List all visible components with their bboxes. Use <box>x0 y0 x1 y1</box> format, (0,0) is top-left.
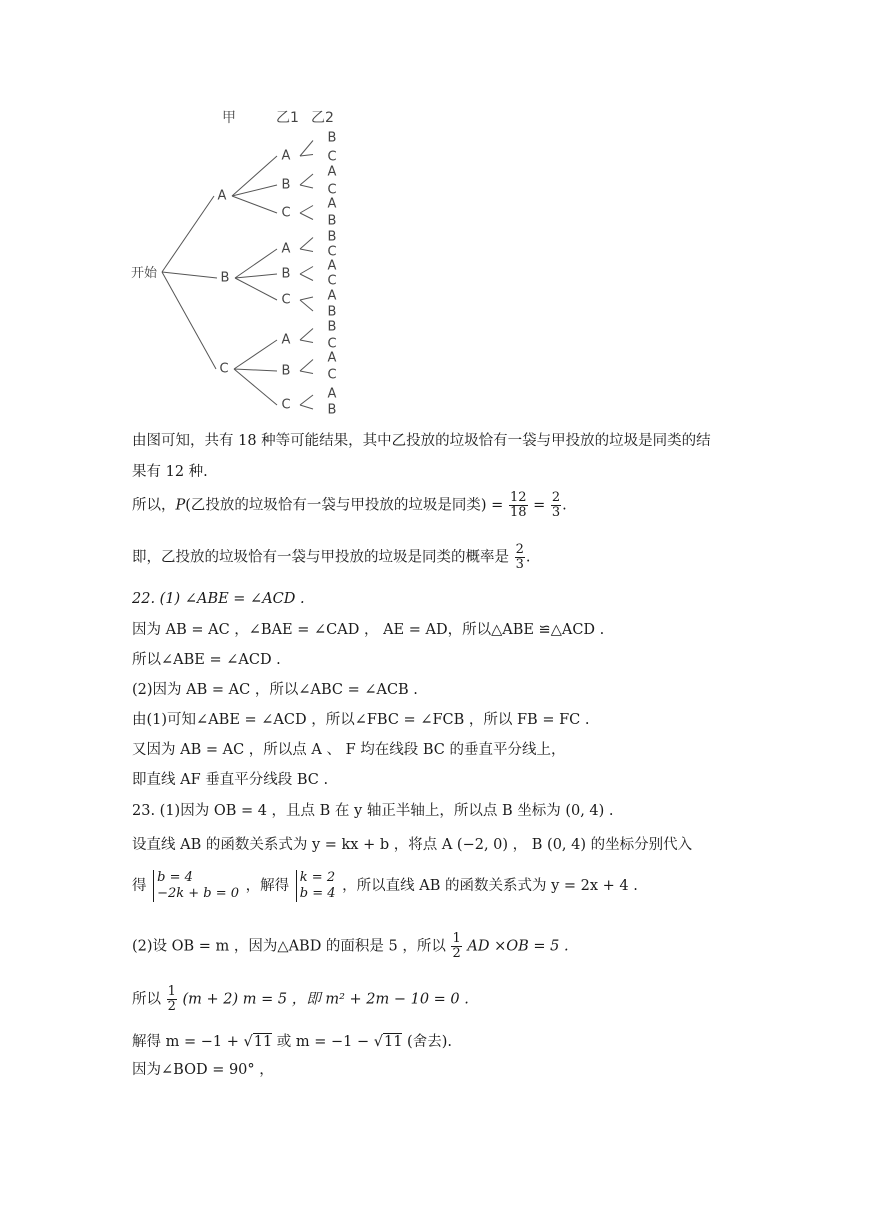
tree-branch-level3 <box>300 329 313 341</box>
q23-line-4: (2)设 OB = m ，因为△ABD 的面积是 5 ，所以 $\frac{1}{2}$ AD ×OB = 5 . <box>132 931 569 961</box>
tree-branch-level2 <box>235 278 277 300</box>
q23-line-6: 解得 m = −1 + √11 或 m = −1 − √11 (舍去). <box>132 1034 452 1050</box>
tree-header-jia: 甲 <box>222 110 236 126</box>
q23-line-1: 23. (1)因为 OB = 4 ，且点 B 在 y 轴正半轴上，所以点 B 坐标为 (0, 4) . <box>132 803 614 819</box>
tree-node-level2: B <box>281 177 291 193</box>
q22-line-1: 22. (1) ∠ABE = ∠ACD . <box>132 591 305 607</box>
tree-branch-level3 <box>300 155 313 157</box>
q23-line-2: 设直线 AB 的函数关系式为 y = kx + b ，将点 A (−2, 0) ， B (0, 4) 的坐标分别代入 <box>132 837 693 853</box>
tree-node-level3: A <box>327 258 337 274</box>
tree-node-level2: B <box>281 363 291 379</box>
tree-branch-level3 <box>300 395 313 405</box>
paragraph-probability: 所以，P(乙投放的垃圾恰有一袋与甲投放的垃圾是同类) = $\frac{12}{18}$ = $\frac{2}{3}$ . <box>132 490 567 520</box>
tree-branch-level3 <box>300 213 313 220</box>
tree-branch-level1 <box>162 272 217 278</box>
tree-node-level3: B <box>327 319 337 335</box>
fraction-2-3: $\frac{2}{3}$ <box>551 490 561 520</box>
tree-branch-level3 <box>300 141 313 157</box>
tree-node-level2: A <box>281 148 291 164</box>
tree-branch-level3 <box>300 274 313 281</box>
tree-branch-level1 <box>162 272 216 369</box>
tree-branch-level3 <box>300 300 313 311</box>
tree-branch-level3 <box>300 371 313 374</box>
q22-line-6: 又因为 AB = AC ，所以点 A 、 F 均在线段 BC 的垂直平分线上， <box>132 742 566 758</box>
tree-node-level2: C <box>281 205 291 221</box>
system-1: b = 4 −2k + b = 0 <box>153 870 239 902</box>
tree-branch-level3 <box>300 174 313 185</box>
tree-diagram <box>0 0 869 430</box>
q22-line-3: 所以∠ABE = ∠ACD . <box>132 652 281 668</box>
tree-node-level3: C <box>327 182 337 198</box>
tree-node-level2: C <box>281 292 291 308</box>
q22-line-7: 即直线 AF 垂直平分线段 BC . <box>132 772 329 788</box>
q23-line-3: 得 b = 4 −2k + b = 0 ，解得 k = 2 b = 4 ，所以直线 AB 的函数关系式为 y = 2x + 4 . <box>132 870 638 901</box>
tree-node-level2: C <box>281 397 291 413</box>
tree-node-level3: B <box>327 229 337 245</box>
tree-node-level2: A <box>281 241 291 257</box>
tree-node-level3: B <box>327 213 337 229</box>
tree-branch-level2 <box>235 274 277 278</box>
tree-branch-level3 <box>300 340 313 343</box>
tree-start-label: 开始 <box>131 266 158 281</box>
tree-node-level3: B <box>327 304 337 320</box>
fraction-12-18: $\frac{12}{18}$ <box>509 490 527 520</box>
paragraph-conclusion: 即，乙投放的垃圾恰有一袋与甲投放的垃圾是同类的概率是 $\frac{2}{3}$ . <box>132 542 531 572</box>
tree-node-level3: C <box>327 367 337 383</box>
tree-node-level3: A <box>327 164 337 180</box>
q23-line-5: 所以 $\frac{1}{2}$ (m + 2) m = 5 ，即 m² + 2m − 10 = 0 . <box>132 984 469 1014</box>
tree-node-level3: B <box>327 402 337 418</box>
tree-node-level3: C <box>327 336 337 352</box>
fraction-2-3b: $\frac{2}{3}$ <box>515 542 524 572</box>
tree-branch-level3 <box>300 405 313 409</box>
tree-header-yi2: 乙2 <box>311 110 334 126</box>
tree-branch-level3 <box>300 297 313 300</box>
tree-node-level3: A <box>327 386 337 402</box>
tree-branch-level2 <box>232 196 277 213</box>
tree-node-level3: C <box>327 244 337 260</box>
tree-branch-level3 <box>300 267 313 275</box>
q22-line-5: 由(1)可知∠ABE = ∠ACD ，所以∠FBC = ∠FCB ，所以 FB = FC . <box>132 712 590 728</box>
q22-line-2: 因为 AB = AC ，∠BAE = ∠CAD ， AE = AD，所以△ABE ≌△ACD . <box>132 622 605 638</box>
tree-node-level2: B <box>281 266 291 282</box>
tree-branch-level2 <box>234 369 277 405</box>
tree-branch-level3 <box>300 249 313 252</box>
tree-node-level2: A <box>281 332 291 348</box>
tree-branch-level3 <box>300 206 313 214</box>
fraction-half: $\frac{1}{2}$ <box>452 931 461 961</box>
tree-node-level3: A <box>327 350 337 366</box>
tree-branch-level2 <box>234 369 277 371</box>
tree-node-level3: C <box>327 273 337 289</box>
tree-branch-level1 <box>162 196 214 272</box>
tree-branch-level3 <box>300 360 313 372</box>
tree-node-level3: A <box>327 196 337 212</box>
tree-branch-level3 <box>300 238 313 250</box>
q22-line-4: (2)因为 AB = AC ，所以∠ABC = ∠ACB . <box>132 682 418 698</box>
q23-line-7: 因为∠BOD = 90° ， <box>132 1062 274 1078</box>
tree-node-level3: C <box>327 149 337 165</box>
tree-node-level3: B <box>327 130 337 146</box>
system-2: k = 2 b = 4 <box>296 870 336 902</box>
tree-node-level1: A <box>217 188 227 204</box>
fraction-half-b: $\frac{1}{2}$ <box>167 984 176 1014</box>
tree-node-level1: C <box>219 361 229 377</box>
paragraph-outcomes-1: 由图可知，共有 18 种等可能结果，其中乙投放的垃圾恰有一袋与甲投放的垃圾是同类的结 <box>132 433 711 449</box>
tree-node-level1: B <box>220 270 230 286</box>
tree-node-level3: A <box>327 288 337 304</box>
tree-branch-level3 <box>300 185 313 188</box>
paragraph-outcomes-2: 果有 12 种. <box>132 464 208 480</box>
tree-branch-level2 <box>234 340 277 369</box>
tree-header-yi1: 乙1 <box>276 110 299 126</box>
tree-branch-level2 <box>235 249 277 278</box>
